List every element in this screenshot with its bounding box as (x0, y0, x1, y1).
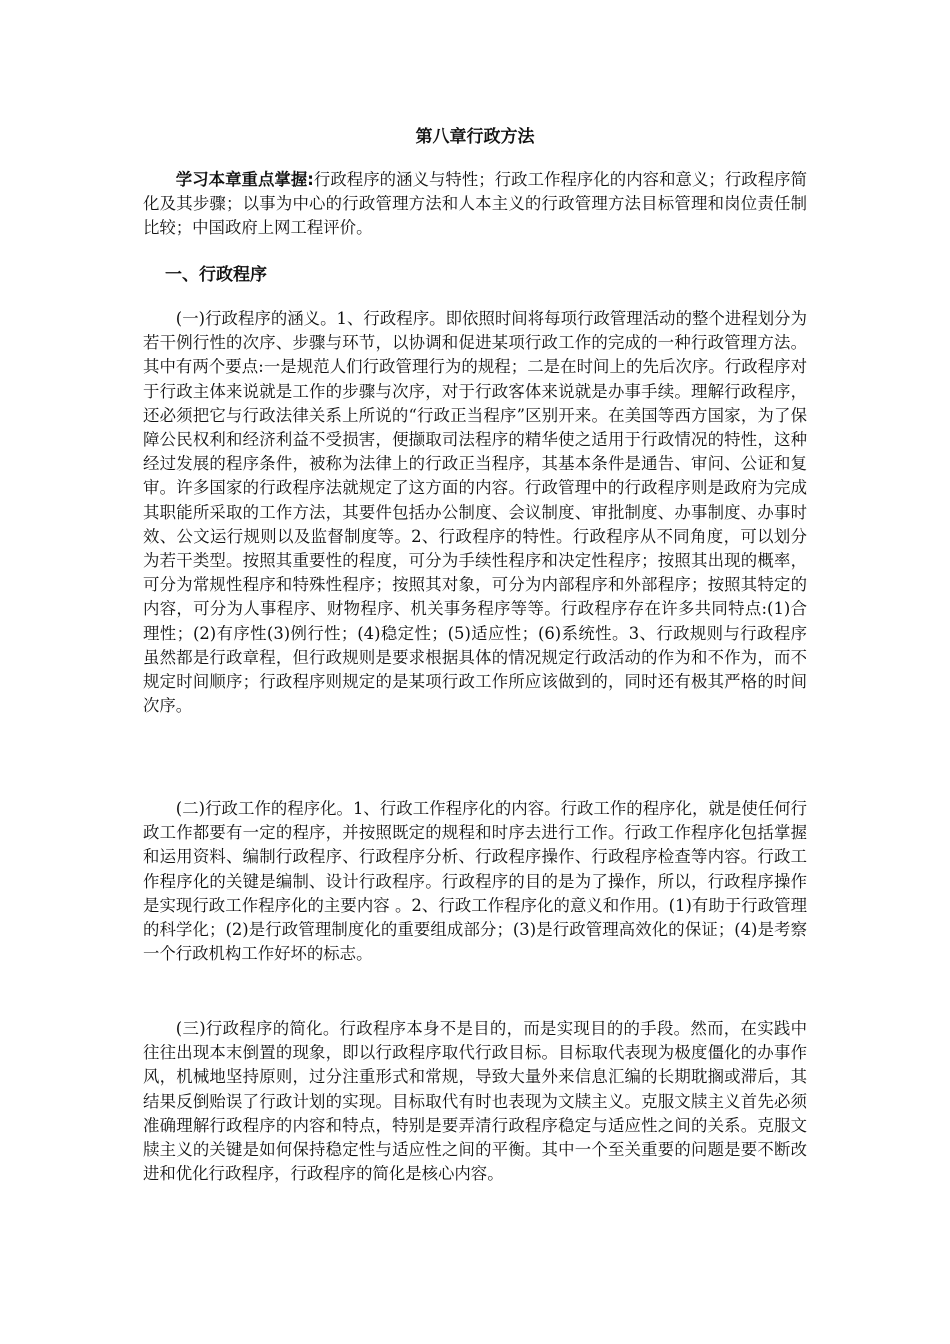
paragraph-1: (一)行政程序的涵义。1、行政程序。即依照时间将每项行政管理活动的整个进程划分为若干例行性的次序、步骤与环节，以协调和促进某项行政工作的完成的一种行政管理方法。其中有两个要点:一是规范人们行政管理行为的规程；二是在时间上的先后次序。行政程序对于行政主体来说就是工作的步骤与次序，对于行政客体来说就是办事手续。理解行政程序，还必须把它与行政法律关系上所说的“行政正当程序”区别开来。在美国等西方国家，为了保障公民权利和经济利益不受损害，便撷取司法程序的精华使之适用于行政情况的特性，这种经过发展的程序条件，被称为法律上的行政正当程序，其基本条件是通告、审问、公证和复审。许多国家的行政程序法就规定了这方面的内容。行政管理中的行政程序则是政府为完成其职能所采取的工作方法，其要件包括办公制度、会议制度、审批制度、办事制度、办事时效、公文运行规则以及监督制度等。2、行政程序的特性。行政程序从不同角度，可以划分为若干类型。按照其重要性的程度，可分为手续性程序和决定性程序；按照其出现的概率，可分为常规性程序和特殊性程序；按照其对象，可分为内部程序和外部程序；按照其特定的内容，可分为人事程序、财物程序、机关事务程序等等。行政程序存在许多共同特点:(1)合理性；(2)有序性(3)例行性；(4)稳定性；(5)适应性；(6)系统性。3、行政规则与行政程序虽然都是行政章程，但行政规则是要求根据具体的情况规定行政活动的作为和不作为，而不规定时间顺序；行政程序则规定的是某项行政工作所应该做到的，同时还有极其严格的时间次序。 (143, 309, 807, 716)
intro-text: 行政程序的涵义与特性；行政工作程序化的内容和意义；行政程序简化及其步骤；以事为中心的行政管理方法和人本主义的行政管理方法目标管理和岗位责任制比较；中国政府上网工程评价。 (143, 170, 807, 238)
intro-paragraph (143, 168, 807, 241)
paragraph-3: (三)行政程序的简化。行政程序本身不是目的，而是实现目的的手段。然而，在实践中往往出现本末倒置的现象，即以行政程序取代行政目标。目标取代表现为极度僵化的办事作风，机械地坚持原则，过分注重形式和常规，导致大量外来信息汇编的长期耽搁或滞后，其结果反倒贻误了行政计划的实现。目标取代有时也表现为文牍主义。克服文牍主义首先必须准确理解行政程序的内容和特点，特别是要弄清行政程序稳定与适应性之间的关系。克服文牍主义的关键是如何保持稳定性与适应性之间的平衡。其中一个至关重要的问题是要不断改进和优化行政程序，行政程序的简化是核心内容。 (143, 1019, 807, 1184)
section-heading: 一、行政程序 (165, 265, 267, 285)
chapter-title: 第八章行政方法 (415, 127, 535, 147)
paragraph-2: (二)行政工作的程序化。1、行政工作程序化的内容。行政工作的程序化，就是使任何行政工作都要有一定的程序，并按照既定的规程和时序去进行工作。行政工作程序化包括掌握和运用资料、编制行政程序、行政程序分析、行政程序操作、行政程序检查等内容。行政工作程序化的关键是编制、设计行政程序。行政程序的目的是为了操作，所以，行政程序操作是实现行政工作程序化的主要内容 。2、行政工作程序化的意义和作用。(1)有助于行政管理的科学化；(2)是行政管理制度化的重要组成部分；(3)是行政管理高效化的保证；(4)是考察一个行政机构工作好坏的标志。 (143, 799, 807, 964)
intro-lead: 学习本章重点掌握: (175, 170, 314, 189)
